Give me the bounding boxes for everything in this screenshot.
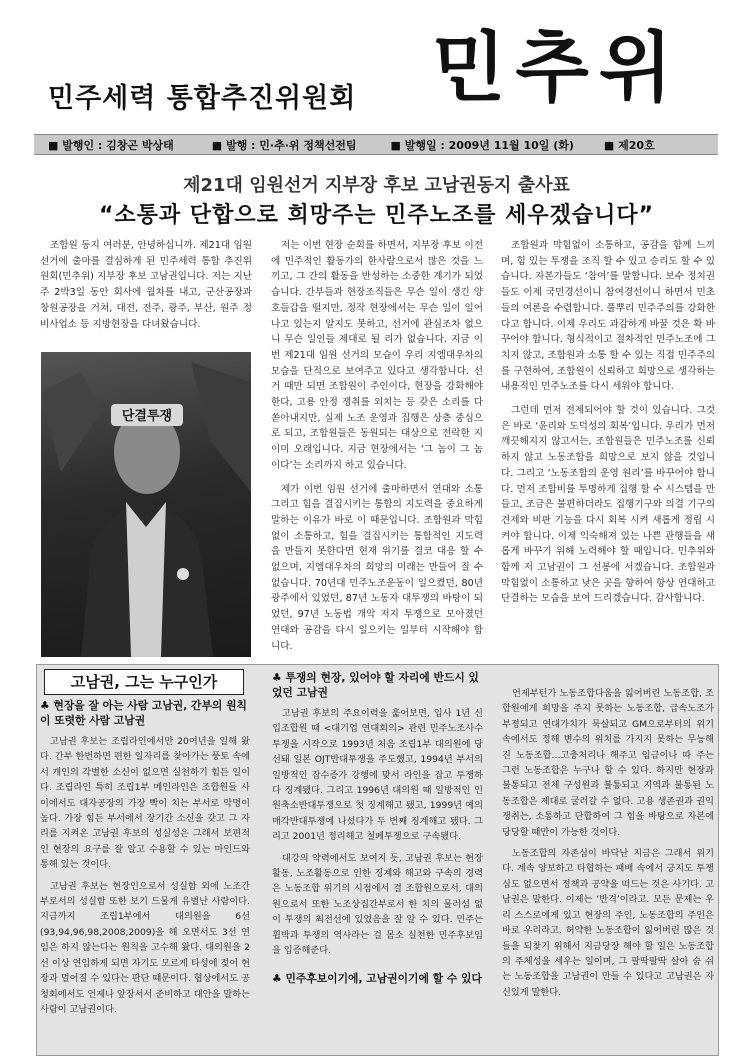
issue-date: ■ 발행일 : 2009년 11월 10일 (화) bbox=[390, 138, 574, 152]
candidate-figure bbox=[41, 352, 251, 657]
section-heading: ♣ 투쟁의 현장, 있어야 할 자리에 반드시 있었던 고남권 bbox=[272, 671, 479, 699]
profile-text bbox=[502, 686, 714, 1000]
paragraph: 조합원과 막힘없이 소통하고, 공감을 함께 느끼며, 힘 있는 투쟁을 조직 할 수 있고 승리도 할 수 있습니다. 자본가들도 ‘참여’를 말합니다. 보수 정치권들도 이제 국민경선이니 참여경선이니 하면서 민초들의 여론을 수렴합니다. 풀뿌리 민주주의를 강화한다고 합니다. 이제 우리도 과감하게 바꿀 것은 확 바꾸어야 합니다. 형식적이고 절차적인 민주노조에 그치지 않고, 조합원과 소통 할 수 있는 직접 민주주의를 구현하여, 조합원이 신뢰하고 희망으로 생각하는 내용적인 민주노조를 다시 세워야 합니다. bbox=[501, 240, 715, 393]
profile-text bbox=[272, 706, 483, 959]
paragraph: 조합원 동지 여러분, 안녕하십니까. 제21대 임원 선거에 출마를 결심하게 된 민주세력 통합 추진위원회(민추위) 지부장 후보 고남권입니다. 저는 지난주 2박3일 동안 회사에 월차를 내고, 군산공장과 창원공장을 거쳐, 대전, 전주, 광주, 부산, 원주 정비사업소 등 지방현장을 다녀왔습니다. bbox=[40, 240, 252, 330]
article-column-2 bbox=[271, 238, 483, 654]
paragraph: 제가 이번 임원 선거에 출마하면서 연대와 소통 그리고 힘을 결집시키는 통합의 지도력을 중요하게 말하는 이유가 바로 이 때문입니다. 조합원과 막힘없이 소통하고, 힘을 결집시키는 통합적인 지도력을 만들지 못한다면 현재 위기를 결코 대응 할 수 없으며, 지엠대우차의 희망의 미래는 만들어 질 수 없습니다. 70년대 민주노조운동이 일으켰던, 80년 광주에서 있었던, 87년 노동자 대투쟁의 바탕이 되었던, 97년 노동법 개악 저지 투쟁으로 모아졌던 연대와 공감을 다시 일으키는 일부터 시작해야 합니다. bbox=[271, 483, 483, 652]
article-column-3 bbox=[501, 238, 715, 607]
section-heading: ♣ 민주후보이기에, 고남권이기에 할 수 있다 bbox=[272, 971, 482, 985]
publisher: ■ 발행인 : 김창곤 박상태 bbox=[48, 138, 174, 152]
paragraph: 고남권 후보는 현장인으로서 성실함 외에 노조간부로서의 성실함 또한 보기 드물게 유별난 사람이다. 지금까지 조립1부에서 대의원을 6선(93,94,96,98,2008,2009)을 해 오면서도 3선 연임은 하지 않는다는 원칙을 고수해 왔다. 대의원을 2선 이상 연임하게 되면 자기도 모르게 타성에 젖어 현장과 멀어질 수 있다는 판단 때문이다. 협상에서도 공청회에서도 언제나 앞장서서 준비하고 대안을 말하는 사람이 고남권이다. bbox=[40, 880, 250, 1015]
paragraph: 그런데 먼저 전제되어야 할 것이 있습니다. 그것은 바로 ‘윤리와 도덕성의 회복’입니다. 우리가 먼저 깨끗해지지 않고서는, 조합원들은 민주노조를 신뢰하지 않고 노동조합을 희망으로 보지 않을 것입니다. 그리고 ‘노동조합의 운영 원리’를 바꾸어야 합니다. 먼저 조합비를 투명하게 집행 할 수 시스템을 만들고, 조금은 불편하더라도 집행기구와 의결 기구의 견제와 비판 기능을 다시 회복 시켜 새롭게 정립 시켜야 합니다. 이제 익숙해져 있는 나쁜 관행들을 새롭게 바꾸기 위해 노력해야 할 때입니다. 민추위와 함께 저 고남권이 그 선봉에 서겠습니다. 조합원과 막힘없이 소통하고 낮은 곳을 향하여 항상 연대하고 단결하는 모습을 보여 드리겠습니다. 감사합니다. bbox=[501, 405, 715, 605]
profile-text bbox=[40, 734, 250, 1017]
info-bar bbox=[34, 134, 718, 155]
article-column-1 bbox=[40, 238, 252, 332]
article-headline: “소통과 단합으로 희망주는 민주노조를 세우겠습니다” bbox=[98, 203, 655, 228]
profile-column-2 bbox=[272, 670, 483, 986]
article-subhead: 제21대 임원선거 지부장 후보 고남권동지 출사표 bbox=[183, 175, 570, 196]
profile-column-1 bbox=[40, 698, 250, 1017]
issuer: ■ 발행 : 민·추·위 정책선전팀 bbox=[211, 138, 357, 152]
profile-column-3 bbox=[502, 686, 714, 1000]
paragraph: 대강의 약력에서도 보여지 듯, 고남권 후보는 현장활동, 노조활동으로 인한 징계와 해고와 구속의 경력은 노동조합 위기의 시점에서 결 조합원으로서, 대의원으로서 또한 노조상집간부로서 한 치의 물러섬 없이 투쟁의 최전선에 있었음을 잘 알 수 있다. 민주는 휩박과 투쟁의 역사라는 걸 몸소 실천한 민주후보임을 입증해준다. bbox=[272, 852, 483, 957]
masthead-title: 민추위 bbox=[432, 23, 683, 112]
issue-number: ■ 제20호 bbox=[603, 138, 655, 152]
paragraph: 저는 이번 현장 순회를 하면서, 지부장 후보 이전에 민주적인 활동가의 한사람으로서 많은 것을 느끼고, 그 간의 활동을 반성하는 소중한 계기가 되었습니다. 간부들과 현장조직들은 무슨 일이 생긴 양 호들갑을 떨지만, 정작 현장에서는 무슨 일이 일어나고 있는지 알지도 못하고, 선거에 관심조차 없으니 무슨 일인들 제대로 될 리가 없습니다. 지금 이번 제21대 임원 선거의 모습이 우리 지엠대우차의 모습을 단적으로 보여주고 있다고 생각합니다. 선거 때만 되면 조합원이 주인이다, 현장을 강화해야 한다, 고용 안정 쟁취를 외치는 등 갖은 소리를 다 쏟아내지만, 실제 노조 운영과 집행은 상층 중심으로 되고, 조합원들은 동원되는 대상으로 전락한 지 이미 오래입니다. 지금 현장에서는 ‘그 놈이 그 놈이다’는 소리까지 하고 있습니다. bbox=[271, 240, 483, 471]
org-name: 민주세력 통합추진위원회 bbox=[48, 83, 357, 114]
paragraph: 고남권 후보의 주요이력을 훑어보면, 입사 1년 신입조합원 때 <대기업 연대회의> 관련 민주노조사수투쟁을 시작으로 1993년 처음 조립1부 대의원에 당선돼 일본 OJT반대투쟁을 주도했고, 1994년 부서의 일방적인 잡수증가 강행에 맞서 라인을 잡고 투쟁하다 징계됐다. 그리고 1996년 대의원 때 일방적인 인원축소반대투쟁으로 첫 징계해고 됐고, 1999년 예의 매각반대투쟁에 나섰다가 두 번째 징계해고 됐다. 그리고 2001년 정리해고 철폐투쟁으로 구속됐다. bbox=[272, 708, 483, 843]
profile-box-title: 고남권, 그는 누구인가 bbox=[44, 669, 244, 695]
paragraph: 언제부턴가 노동조합다움을 잃어버린 노동조합, 조합원에게 희망을 주지 못하는 노동조합, 급속노조가 부정되고 연대가치가 묵살되고 GM으로부터의 위기 속에서도 정해 변수의 위치를 가지지 못하는 무능해진 노동조합…고충처리나 해주고 임금이나 따 주는 그런 노동조합은 누구나 할 수 있다. 하지만 현장과 불통되고 전체 구성원과 불통되고 지역과 불통된 노동조합은 제대로 굴러갈 수 없다. 고용 생존권과 권익쟁취는, 소통하고 단합하여 그 힘을 바탕으로 자본에 당당할 때만이 가능한 것이다. bbox=[502, 688, 714, 838]
candidate-photo bbox=[41, 352, 251, 657]
paragraph: 고남권 후보는 조립라인에서만 20여년을 일해 왔다. 간부 한번하면 편한 일자리를 찾아가는 풍토 속에서 개인의 각별한 소신이 없으면 실천하기 힘든 일이다. 조립라인 특히 조립1부 메인라인은 조합원들 사이에서도 대자공장의 가장 빡이 치는 부서로 악명이 높다. 가장 힘든 부서에서 장기간 소신을 갖고 그 자리를 지켜온 고남권 후보의 성실성은 그래서 보편적인 현장의 요구를 잘 알고 수용할 수 있는 마인드와 통해 있는 것이다. bbox=[40, 736, 250, 871]
section-heading: ♣ 현장을 잘 아는 사람 고남권, 간부의 원칙이 또렷한 사람 고남권 bbox=[40, 699, 247, 727]
paragraph: 노동조합의 자존심이 바닥난 지금은 그래서 위기다. 계속 양보하고 타협하는 패배 속에서 긍지도 투쟁심도 없으면서 정책과 공약을 떠드는 것은 사기다. 고남권은 말한다. 이제는 ‘반격’이라고. 모든 문제는 우리 스스로에게 있고 현장의 주인, 노동조합의 주인은 바로 우리라고. 허약한 노동조합이 잃어버린 많은 것들을 되찾기 위해서 지금당장 해야 할 일은 노동조합의 주체성을 세우는 일이며, 그 팔딱팔딱 살아 숨 쉬는 노동조합을 고남권이 만들 수 있다고 고남권은 자신있게 말한다. bbox=[502, 848, 714, 998]
headband-text: 단결투쟁 bbox=[121, 409, 173, 424]
